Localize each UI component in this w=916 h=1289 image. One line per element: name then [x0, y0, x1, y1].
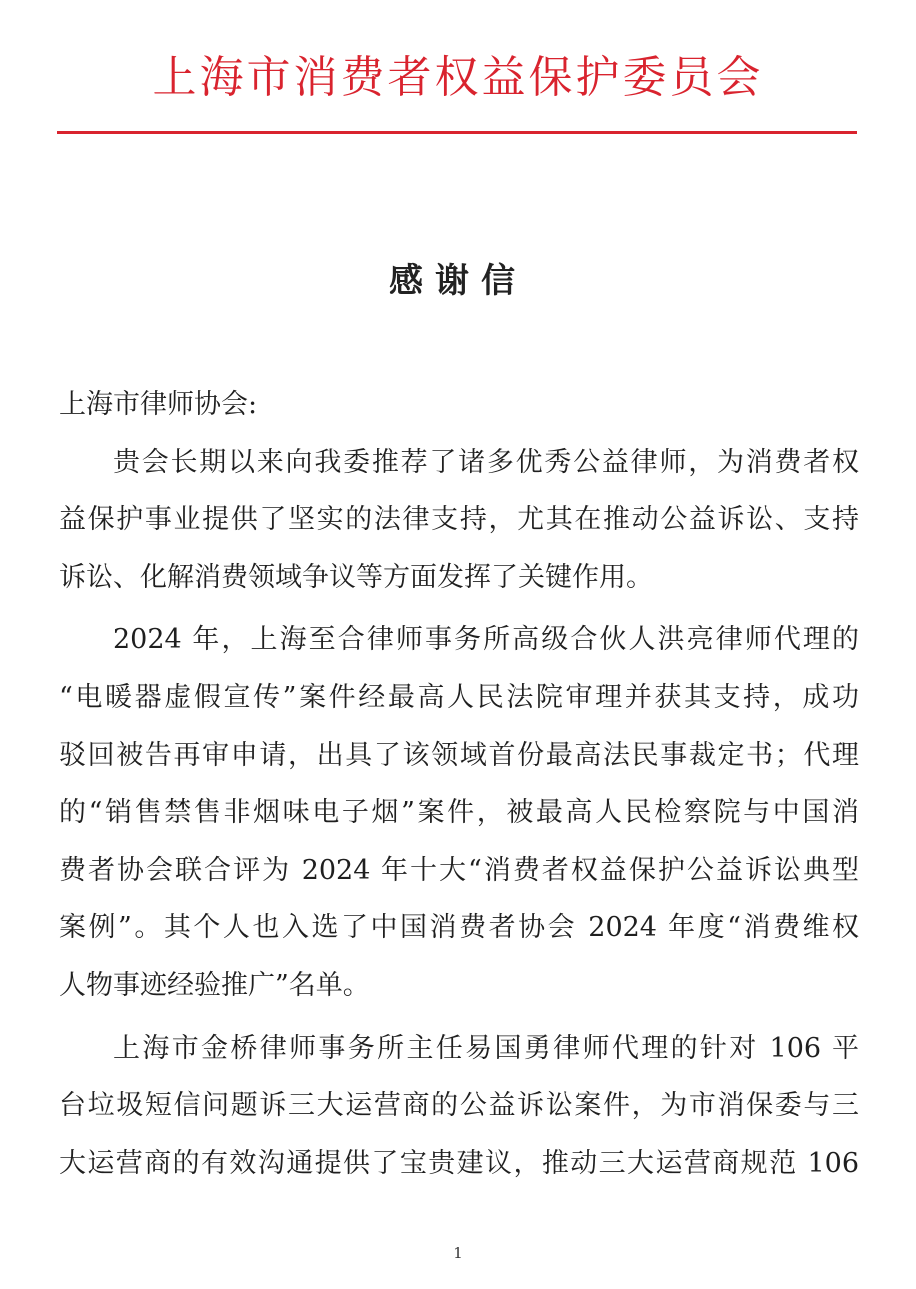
paragraph-line: 驳回被告再审申请，出具了该领域首份最高法民事裁定书；代理 — [59, 739, 859, 771]
paragraph-2 — [59, 611, 859, 1014]
document-title: 感谢信 — [389, 261, 527, 301]
paragraph-1 — [59, 434, 859, 607]
page-number: 1 — [453, 1244, 463, 1262]
letterhead-divider — [57, 131, 857, 134]
paragraph-line: 案例”。其个人也入选了中国消费者协会 2024 年度“消费维权 — [59, 912, 859, 944]
paragraph-line: “电暖器虚假宣传”案件经最高人民法院审理并获其支持，成功 — [59, 681, 859, 713]
paragraph-line: 的“销售禁售非烟味电子烟”案件，被最高人民检察院与中国消 — [59, 797, 859, 829]
letter-body — [59, 376, 859, 1192]
paragraph-3 — [59, 1020, 859, 1193]
paragraph-line: 2024 年，上海至合律师事务所高级合伙人洪亮律师代理的 — [113, 624, 859, 656]
paragraph-line: 益保护事业提供了坚实的法律支持，尤其在推动公益诉讼、支持 — [59, 504, 859, 536]
salutation: 上海市律师协会: — [59, 389, 258, 420]
paragraph-line: 贵会长期以来向我委推荐了诸多优秀公益律师，为消费者权 — [113, 446, 859, 478]
paragraph-line: 大运营商的有效沟通提供了宝贵建议，推动三大运营商规范 106 — [59, 1147, 859, 1179]
paragraph-line: 人物事迹经验推广”名单。 — [59, 969, 370, 1001]
paragraph-line: 费者协会联合评为 2024 年十大“消费者权益保护公益诉讼典型 — [59, 854, 859, 886]
paragraph-line: 诉讼、化解消费领域争议等方面发挥了关键作用。 — [59, 561, 653, 593]
paragraph-line: 上海市金桥律师事务所主任易国勇律师代理的针对 106 平 — [113, 1032, 859, 1064]
letterhead-org-name: 上海市消费者权益保护委员会 — [152, 52, 764, 103]
paragraph-line: 台垃圾短信问题诉三大运营商的公益诉讼案件，为市消保委与三 — [59, 1090, 859, 1122]
